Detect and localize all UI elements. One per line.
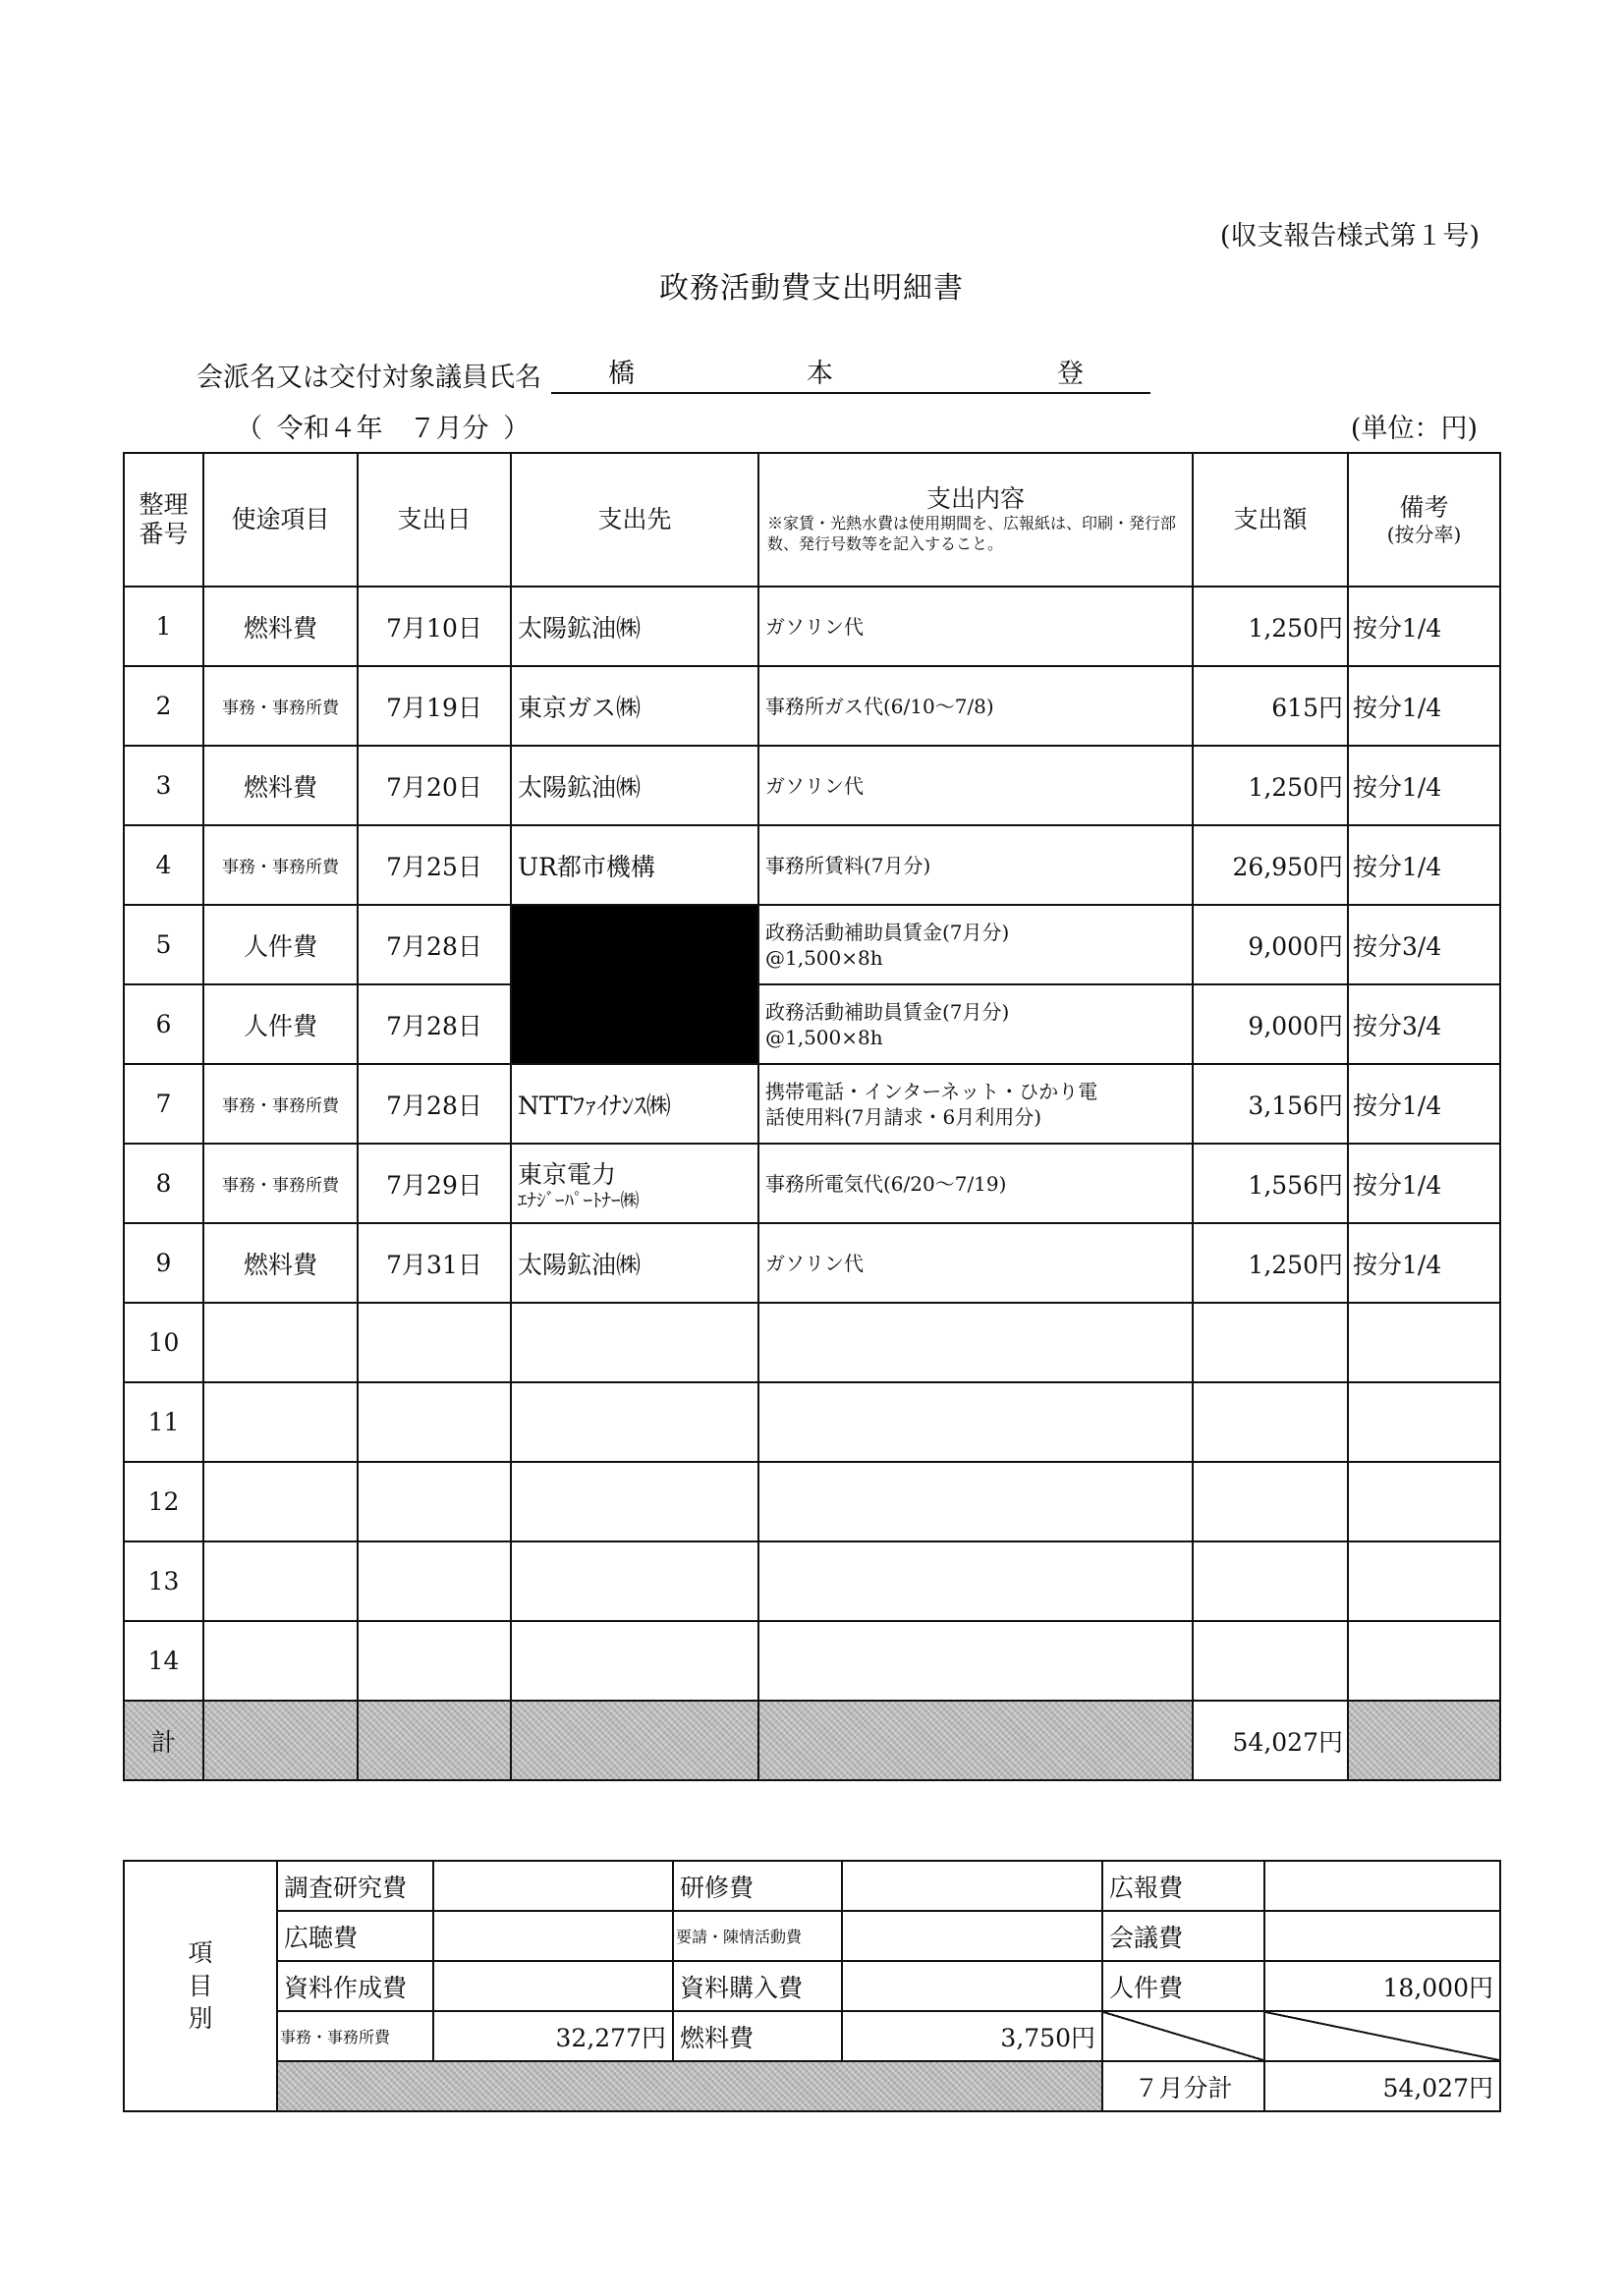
table-row (124, 666, 1500, 746)
diagonal-blank (1102, 2011, 1264, 2061)
summary-value (842, 1961, 1102, 2011)
header-description: 支出内容 ※家賃・光熱水費は使用期間を、広報紙は、印刷・発行部数、発行号数等を記入すること。 (758, 453, 1193, 587)
row-date: 7月20日 (358, 746, 511, 825)
row-category (203, 1541, 358, 1621)
row-description (758, 1382, 1193, 1462)
row-date: 7月29日 (358, 1144, 511, 1223)
summary-value (1264, 1911, 1500, 1961)
row-amount: 1,556円 (1193, 1144, 1348, 1223)
row-date (358, 1541, 511, 1621)
member-label: 会派名又は交付対象議員氏名 (196, 363, 541, 393)
row-remarks (1348, 1541, 1500, 1621)
row-amount: 26,950円 (1193, 825, 1348, 905)
row-remarks (1348, 1462, 1500, 1541)
header-no: 整理 番号 (124, 453, 203, 587)
total-label: 計 (124, 1701, 203, 1780)
total-row (124, 1701, 1500, 1780)
table-row (124, 1064, 1500, 1144)
row-amount: 9,000円 (1193, 984, 1348, 1064)
row-amount: 615円 (1193, 666, 1348, 746)
row-description (758, 825, 1193, 905)
row-number: 6 (124, 984, 203, 1064)
summary-label: 調査研究費 (277, 1861, 433, 1911)
row-category (203, 1303, 358, 1382)
table-row (124, 587, 1500, 666)
row-description (758, 1541, 1193, 1621)
description-line: ガソリン代 (765, 773, 864, 798)
description-line: 話使用料(7月請求・6月利用分) (765, 1104, 1042, 1129)
row-date: 7月28日 (358, 984, 511, 1064)
header-row (124, 453, 1500, 587)
row-number: 8 (124, 1144, 203, 1223)
summary-value: 18,000円 (1264, 1961, 1500, 2011)
row-remarks: 按分3/4 (1348, 905, 1500, 984)
diagonal-blank (1264, 2011, 1500, 2061)
description-line: 事務所電気代(6/20～7/19) (765, 1171, 1007, 1196)
table-row (124, 746, 1500, 825)
summary-table (123, 1860, 1501, 2112)
summary-value (842, 1911, 1102, 1961)
row-category: 事務・事務所費 (203, 1064, 358, 1144)
description-line: 政務活動補助員賃金(7月分) (765, 920, 1010, 944)
row-category (203, 1462, 358, 1541)
row-description (758, 1223, 1193, 1303)
payee-name: 太陽鉱油㈱ (518, 1250, 642, 1279)
row-description (758, 1064, 1193, 1144)
table-row (124, 825, 1500, 905)
row-date (358, 1303, 511, 1382)
row-number: 5 (124, 905, 203, 984)
row-category: 燃料費 (203, 746, 358, 825)
row-number: 14 (124, 1621, 203, 1701)
hatched-area (277, 2061, 1102, 2111)
summary-label: 広報費 (1102, 1861, 1264, 1911)
summary-value: 3,750円 (842, 2011, 1102, 2061)
table-row (124, 1621, 1500, 1701)
summary-label: 会議費 (1102, 1911, 1264, 1961)
row-payee (511, 1621, 758, 1701)
table-row (124, 1223, 1500, 1303)
row-description (758, 1303, 1193, 1382)
summary-label: 研修費 (673, 1861, 842, 1911)
row-date: 7月31日 (358, 1223, 511, 1303)
member-name-part: 橋 (608, 359, 635, 389)
header-payee: 支出先 (511, 453, 758, 587)
table-row (124, 1462, 1500, 1541)
table-row (124, 1541, 1500, 1621)
row-remarks: 按分1/4 (1348, 587, 1500, 666)
description-line: 事務所賃料(7月分) (765, 853, 931, 877)
month-total-label: ７月分計 (1102, 2061, 1264, 2111)
row-category: 燃料費 (203, 1223, 358, 1303)
row-payee (511, 1382, 758, 1462)
description-line: 携帯電話・インターネット・ひかり電 (765, 1079, 1098, 1103)
row-date: 7月25日 (358, 825, 511, 905)
summary-value (1264, 1861, 1500, 1911)
row-date: 7月28日 (358, 1064, 511, 1144)
row-amount (1193, 1621, 1348, 1701)
row-amount: 9,000円 (1193, 905, 1348, 984)
row-date (358, 1462, 511, 1541)
row-description (758, 984, 1193, 1064)
row-description (758, 1621, 1193, 1701)
row-payee (511, 666, 758, 746)
summary-value (433, 1861, 673, 1911)
header-date: 支出日 (358, 453, 511, 587)
summary-side-label: 項 目 別 (124, 1861, 277, 2111)
summary-label: 人件費 (1102, 1961, 1264, 2011)
row-amount (1193, 1541, 1348, 1621)
row-remarks: 按分1/4 (1348, 825, 1500, 905)
member-name-part: 登 (1057, 359, 1084, 389)
description-line: ガソリン代 (765, 1251, 864, 1275)
row-payee (511, 1462, 758, 1541)
description-line: @1,500×8h (765, 945, 883, 970)
member-name-field (551, 357, 1150, 394)
row-description (758, 587, 1193, 666)
row-category: 事務・事務所費 (203, 825, 358, 905)
row-remarks (1348, 1621, 1500, 1701)
page-title: 政務活動費支出明細書 (659, 271, 964, 306)
row-number: 11 (124, 1382, 203, 1462)
payee-name: 太陽鉱油㈱ (518, 613, 642, 643)
row-payee (511, 746, 758, 825)
row-number: 10 (124, 1303, 203, 1382)
row-amount: 1,250円 (1193, 746, 1348, 825)
month-total-value: 54,027円 (1264, 2061, 1500, 2111)
row-payee (511, 1223, 758, 1303)
payee-name: 東京電力 (518, 1160, 617, 1190)
row-description (758, 1144, 1193, 1223)
row-category: 人件費 (203, 984, 358, 1064)
unit-label: (単位：円) (1350, 414, 1478, 444)
summary-value: 32,277円 (433, 2011, 673, 2061)
row-payee (511, 1064, 758, 1144)
row-category: 事務・事務所費 (203, 666, 358, 746)
summary-label: 燃料費 (673, 2011, 842, 2061)
row-date (358, 1621, 511, 1701)
row-amount: 1,250円 (1193, 1223, 1348, 1303)
description-line: ガソリン代 (765, 614, 864, 639)
row-payee (511, 825, 758, 905)
table-row (124, 1303, 1500, 1382)
table-row (124, 905, 1500, 984)
summary-label: 要請・陳情活動費 (673, 1911, 842, 1961)
row-amount: 3,156円 (1193, 1064, 1348, 1144)
description-line: 政務活動補助員賃金(7月分) (765, 999, 1010, 1024)
row-amount (1193, 1462, 1348, 1541)
summary-label: 事務・事務所費 (277, 2011, 433, 2061)
period: （ 令和４年 ７月分 ） (236, 414, 531, 444)
table-row (124, 1144, 1500, 1223)
total-amount: 54,027円 (1193, 1701, 1348, 1780)
row-number: 9 (124, 1223, 203, 1303)
row-date: 7月10日 (358, 587, 511, 666)
row-date: 7月19日 (358, 666, 511, 746)
description-line: 事務所ガス代(6/10～7/8) (765, 694, 994, 718)
row-payee (511, 1303, 758, 1382)
row-remarks: 按分3/4 (1348, 984, 1500, 1064)
redacted-block (511, 905, 758, 1064)
row-remarks: 按分1/4 (1348, 746, 1500, 825)
expense-table (123, 452, 1501, 1781)
header-description-note: ※家賃・光熱水費は使用期間を、広報紙は、印刷・発行部数、発行号数等を記入すること。 (767, 514, 1177, 553)
row-remarks: 按分1/4 (1348, 666, 1500, 746)
row-date: 7月28日 (358, 905, 511, 984)
row-number: 3 (124, 746, 203, 825)
member-name-part: 本 (807, 359, 833, 389)
row-category (203, 1382, 358, 1462)
row-date (358, 1382, 511, 1462)
payee-name: 太陽鉱油㈱ (518, 772, 642, 802)
row-payee (511, 587, 758, 666)
row-remarks: 按分1/4 (1348, 1064, 1500, 1144)
row-category (203, 1621, 358, 1701)
row-number: 2 (124, 666, 203, 746)
payee-name: UR都市機構 (518, 852, 655, 881)
row-category: 人件費 (203, 905, 358, 984)
row-category: 事務・事務所費 (203, 1144, 358, 1223)
row-remarks: 按分1/4 (1348, 1144, 1500, 1223)
summary-label: 資料作成費 (277, 1961, 433, 2011)
description-line: @1,500×8h (765, 1025, 883, 1049)
row-description (758, 666, 1193, 746)
row-category: 燃料費 (203, 587, 358, 666)
summary-label: 広聴費 (277, 1911, 433, 1961)
row-amount (1193, 1303, 1348, 1382)
row-description (758, 746, 1193, 825)
row-payee (511, 1541, 758, 1621)
member-row (196, 356, 1150, 394)
payee-name: NTTﾌｧｲﾅﾝｽ㈱ (518, 1091, 671, 1120)
row-remarks (1348, 1382, 1500, 1462)
row-number: 12 (124, 1462, 203, 1541)
row-description (758, 1462, 1193, 1541)
payee-name: 東京ガス㈱ (518, 693, 642, 722)
summary-value (842, 1861, 1102, 1911)
row-description (758, 905, 1193, 984)
form-number: (収支報告様式第１号) (1219, 221, 1480, 252)
header-category: 使途項目 (203, 453, 358, 587)
header-amount: 支出額 (1193, 453, 1348, 587)
summary-label: 資料購入費 (673, 1961, 842, 2011)
row-number: 1 (124, 587, 203, 666)
row-remarks (1348, 1303, 1500, 1382)
summary-value (433, 1911, 673, 1961)
row-payee (511, 1144, 758, 1223)
row-amount: 1,250円 (1193, 587, 1348, 666)
row-number: 13 (124, 1541, 203, 1621)
row-remarks: 按分1/4 (1348, 1223, 1500, 1303)
summary-value (433, 1961, 673, 2011)
row-number: 7 (124, 1064, 203, 1144)
row-number: 4 (124, 825, 203, 905)
header-remarks: 備考 (按分率) (1348, 453, 1500, 587)
table-row (124, 1382, 1500, 1462)
payee-name-sub: ｴﾅｼﾞｰﾊﾟｰﾄﾅｰ㈱ (518, 1190, 640, 1212)
table-row (124, 984, 1500, 1064)
row-amount (1193, 1382, 1348, 1462)
